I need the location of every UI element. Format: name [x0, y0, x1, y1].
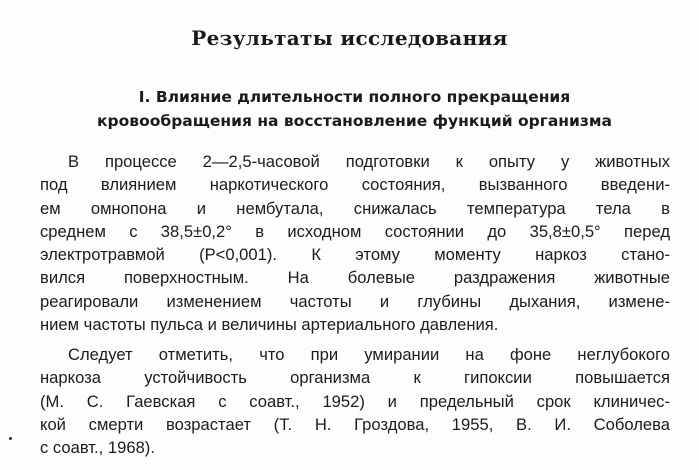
section-heading-line-2: кровообращения на восстановление функций организма: [97, 112, 612, 130]
paragraph-line: нием частоты пульса и величины артериального давления.: [40, 315, 499, 335]
paragraph-line: электротравмой (P<0,001). К этому моменту наркоз стано-: [40, 245, 670, 265]
paragraph-line: наркоза устойчивость организма к гипоксии повышается: [40, 368, 670, 388]
paragraph-line: реагировали изменением частоты и глубины дыхания, измене-: [40, 291, 670, 311]
scan-speck: [9, 437, 12, 440]
paragraph-line: Следует отметить, что при умирании на фоне неглубокого: [68, 345, 670, 364]
paragraph-line: вился поверхностным. На болевые раздражения животные: [40, 268, 670, 288]
paragraph-2: [40, 343, 670, 459]
paragraph-line: под влиянием наркотического состояния, вызванного введени-: [40, 175, 670, 195]
section-heading: [40, 85, 669, 133]
paragraph-line: (М. С. Гаевская с соавт., 1952) и предельный срок клиничес-: [40, 391, 670, 411]
paragraph-line: с соавт., 1968).: [40, 438, 155, 458]
section-heading-line-1: [40, 85, 669, 109]
paragraph-line: В процессе 2—2,5-часовой подготовки к опыту у животных: [68, 152, 670, 171]
page-title: Результаты исследования: [191, 26, 508, 50]
section-heading-text-1: Влияние длительности полного прекращения: [155, 88, 571, 106]
section-number: I.: [138, 88, 151, 106]
paragraph-1: [40, 150, 670, 336]
paragraph-line: среднем с 38,5±0,2° в исходном состоянии до 35,8±0,5° перед: [40, 221, 670, 241]
paragraph-line: ем омнопона и нембутала, снижалась температура тела в: [40, 198, 670, 218]
paragraph-line: кой смерти возрастает (Т. Н. Гроздова, 1955, В. И. Соболева: [40, 414, 670, 434]
